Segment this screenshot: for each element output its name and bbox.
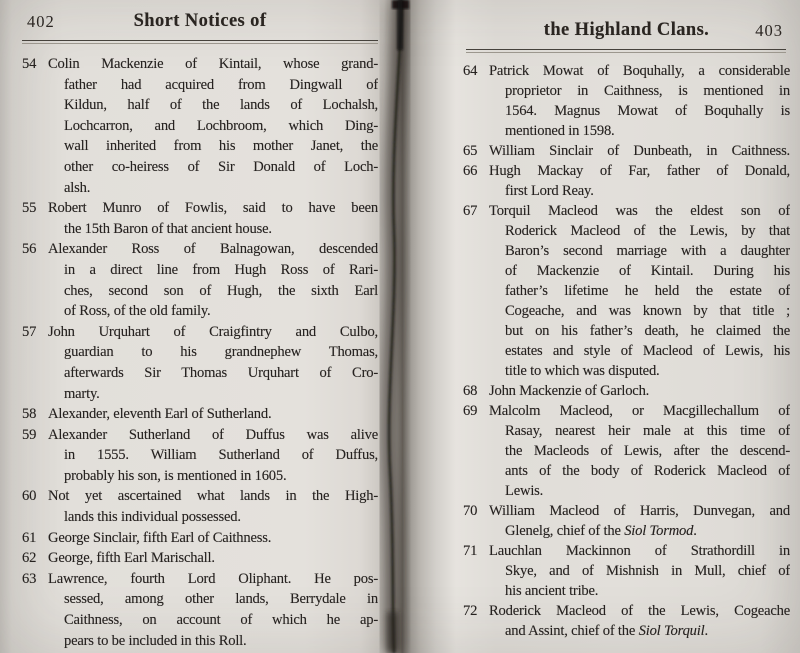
text-line: afterwards Sir Thomas Urquhart of Cro-: [64, 364, 378, 381]
text-line: [505, 621, 790, 641]
item-number: 70: [463, 503, 478, 519]
entry-57: [22, 322, 378, 404]
entry-68: [463, 381, 790, 401]
text-line: lands this individual possessed.: [64, 509, 241, 526]
text-line: title to which was disputed.: [505, 363, 660, 379]
item-number: 62: [22, 550, 37, 567]
item-number: 63: [22, 570, 37, 587]
item-number: 56: [22, 241, 37, 258]
entry-54: [22, 54, 378, 198]
right-page-text: [463, 61, 790, 641]
item-number: 61: [22, 529, 37, 546]
text-line: Malcolm Macleod, or Macgillechallum of: [489, 403, 790, 419]
text-line: other co-heiress of Sir Donald of Loch-: [64, 158, 378, 175]
right-page-number: 403: [755, 21, 783, 40]
text-line: of Mackenzie of Kintail. During his: [505, 263, 790, 279]
item-number: 54: [22, 56, 37, 72]
entry-72: [463, 601, 790, 641]
text-segment: and Assint, chief of the: [505, 623, 639, 639]
text-line: marty.: [64, 385, 100, 402]
italic-clan-name: Siol Tormod: [624, 523, 694, 539]
text-segment: .: [693, 523, 697, 539]
text-line: George Sinclair, fifth Earl of Caithness.: [48, 529, 272, 546]
text-line: Colin Mackenzie of Kintail, whose grand-: [48, 56, 378, 72]
text-line: Alexander Sutherland of Duffus was alive: [48, 426, 378, 443]
text-line: Alexander Ross of Balnagowan, descended: [48, 241, 378, 258]
text-line: father had acquired from Dingwall of: [64, 76, 378, 93]
item-number: 68: [463, 383, 478, 399]
text-line: William Macleod of Harris, Dunvegan, and: [489, 503, 790, 519]
text-line: first Lord Reay.: [505, 183, 594, 199]
item-number: 55: [22, 200, 37, 217]
right-page: [463, 0, 790, 653]
entry-67: [463, 201, 790, 381]
text-segment: Glenelg, chief of the: [505, 523, 625, 539]
entry-58: [22, 404, 378, 425]
entry-55: [22, 198, 378, 239]
text-line: Baron’s second marriage with a daughter: [505, 243, 790, 259]
text-line: Roderick Macleod of the Lewis, Cogeache: [489, 603, 790, 619]
text-line: ches, second son of Hugh, the sixth Earl: [64, 282, 378, 299]
text-line: William Sinclair of Dunbeath, in Caithness.: [489, 143, 790, 159]
left-page: [22, 0, 378, 653]
text-line: Lochcarron, and Lochbroom, which Ding-: [64, 117, 378, 134]
entry-69: [463, 401, 790, 501]
item-number: 59: [22, 426, 37, 443]
left-page-header: [22, 11, 378, 32]
entry-61: [22, 528, 378, 549]
item-number: 67: [463, 203, 478, 219]
right-header-rule: [466, 49, 786, 53]
entry-64: [463, 61, 790, 141]
item-number: 72: [463, 603, 478, 619]
text-line: sessed, among other lands, Berrydale in: [64, 591, 378, 608]
text-line: Not yet ascertained what lands in the High-: [48, 488, 378, 505]
text-line: estates and style of Macleod of Lewis, his: [505, 343, 790, 359]
entry-62: [22, 548, 378, 569]
item-number: 57: [22, 323, 37, 340]
left-page-number: 402: [27, 12, 55, 31]
right-page-header: [463, 20, 790, 41]
gutter-bottom-shadow: [387, 612, 398, 653]
entry-66: [463, 161, 790, 201]
italic-clan-name: Siol Torquil: [638, 623, 705, 639]
text-line: Skye, and of Mishnish in Mull, chief of: [505, 563, 790, 579]
text-line: Robert Munro of Fowlis, said to have been: [48, 200, 378, 217]
text-segment: .: [704, 623, 708, 639]
item-number: 69: [463, 403, 478, 419]
text-line: Lewis.: [505, 483, 544, 499]
item-number: 60: [22, 488, 37, 505]
text-line: John Mackenzie of Garloch.: [489, 383, 650, 399]
text-line: ants of the body of Roderick Macleod of: [505, 463, 790, 479]
entry-63: [22, 569, 378, 651]
entry-70: [463, 501, 790, 541]
text-line: in 1555. William Sutherland of Duffus,: [64, 447, 378, 464]
text-line: George, fifth Earl Marischall.: [48, 550, 215, 567]
text-line: Cogeache, and was known by that title ;: [505, 303, 790, 319]
left-page-text: [22, 54, 378, 651]
text-line: but on his father’s death, he claimed the: [505, 323, 790, 339]
item-number: 58: [22, 406, 37, 423]
entry-56: [22, 239, 378, 321]
text-line: mentioned in 1598.: [505, 123, 615, 139]
text-line: in a direct line from Hugh Ross of Rari-: [64, 261, 378, 278]
text-line: Patrick Mowat of Boquhally, a considerable: [489, 63, 790, 79]
item-number: 66: [463, 163, 478, 179]
text-line: Lauchlan Mackinnon of Strathordill in: [489, 543, 790, 559]
right-running-title: the Highland Clans.: [543, 20, 710, 40]
text-line: his ancient tribe.: [505, 583, 599, 599]
text-line: pears to be included in this Roll.: [64, 632, 247, 649]
left-header-rule: [22, 40, 378, 44]
text-line: 1564. Magnus Mowat of Boquhally is: [505, 103, 790, 119]
left-running-title: Short Notices of: [133, 11, 267, 31]
item-number: 65: [463, 143, 478, 159]
text-line: alsh.: [64, 179, 91, 196]
item-number: 71: [463, 543, 478, 559]
text-line: Hugh Mackay of Far, father of Donald,: [489, 163, 790, 179]
text-line: probably his son, is mentioned in 1605.: [64, 467, 287, 484]
entry-60: [22, 486, 378, 527]
text-line: Kildun, half of the lands of Lochalsh,: [64, 97, 378, 114]
text-line: [505, 521, 790, 541]
text-line: Torquil Macleod was the eldest son of: [489, 203, 790, 219]
text-line: Caithness, on account of which he ap-: [64, 612, 378, 629]
text-line: father’s lifetime he held the estate of: [505, 283, 790, 299]
text-line: proprietor in Caithness, is mentioned in: [505, 83, 790, 99]
gutter-top-bar: [397, 0, 403, 50]
text-line: Alexander, eleventh Earl of Sutherland.: [48, 406, 272, 423]
text-line: Roderick Macleod of the Lewis, by that: [505, 223, 790, 239]
text-line: wall inherited from his mother Janet, the: [64, 138, 378, 155]
item-number: 64: [463, 63, 478, 79]
entry-59: [22, 425, 378, 487]
text-line: the 15th Baron of that ancient house.: [64, 220, 272, 237]
text-line: Lawrence, fourth Lord Oliphant. He pos-: [48, 570, 378, 587]
entry-65: [463, 141, 790, 161]
text-line: of Ross, of the old family.: [64, 303, 211, 320]
text-line: Rasay, nearest heir male at this time of: [505, 423, 790, 439]
text-line: the Macleods of Lewis, after the descend-: [505, 443, 790, 459]
entry-71: [463, 541, 790, 601]
text-line: guardian to his grandnephew Thomas,: [64, 344, 378, 361]
text-line: John Urquhart of Craigfintry and Culbo,: [48, 323, 378, 340]
